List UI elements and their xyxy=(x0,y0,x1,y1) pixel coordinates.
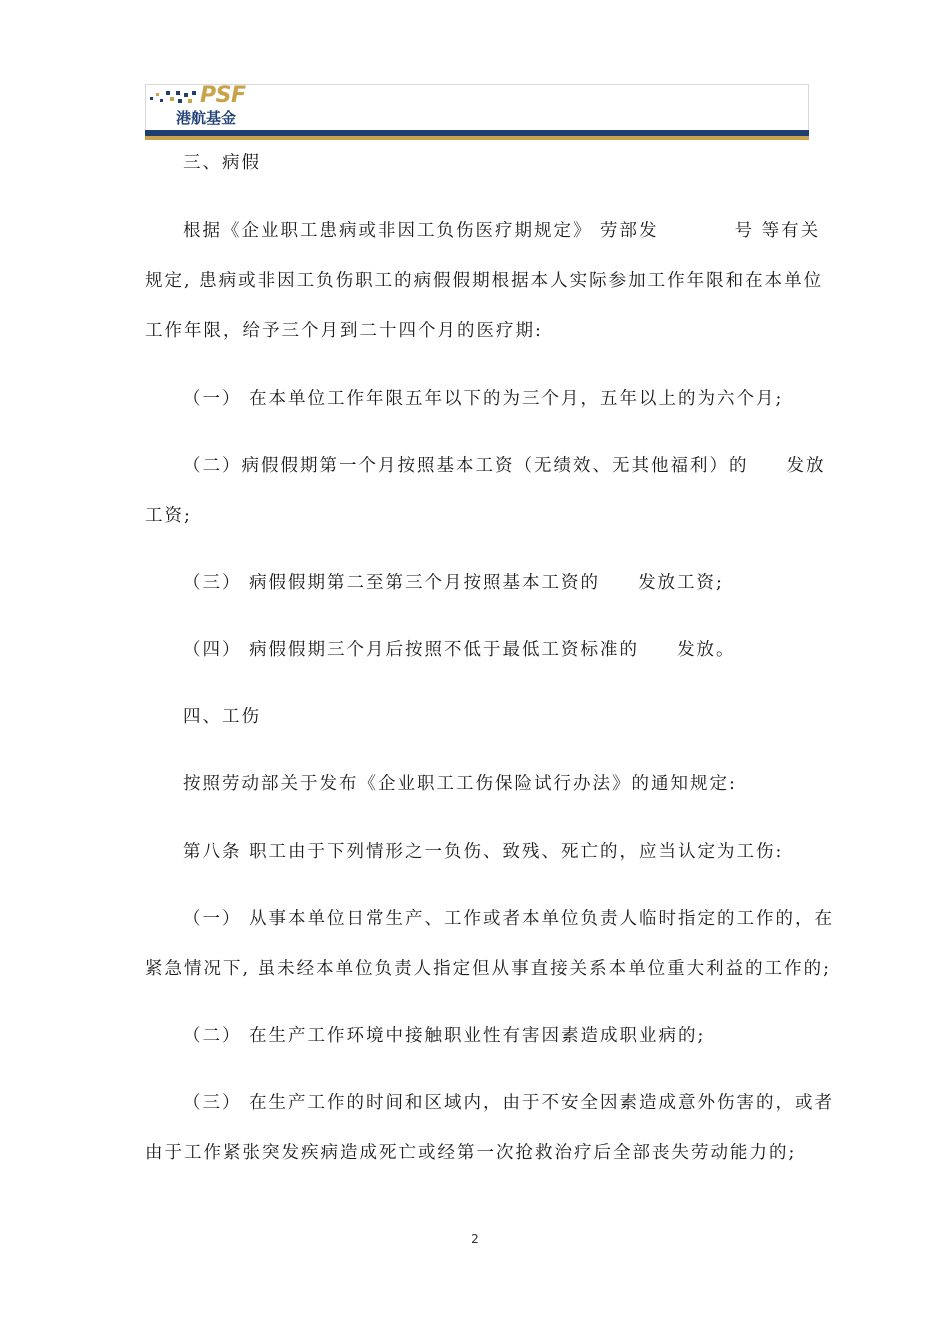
section-heading-sick-leave: 三、病假 xyxy=(183,153,261,173)
paragraph: 第八条 职工由于下列情形之一负伤、致残、死亡的，应当认定为工伤: xyxy=(183,842,784,862)
list-item-text: （二）病假假期第一个月按照基本工资（无绩效、无其他福利）的 xyxy=(183,456,749,476)
list-item: （二） 在生产工作环境中接触职业性有害因素造成职业病的; xyxy=(183,1026,706,1046)
list-item xyxy=(183,558,817,608)
list-item xyxy=(183,625,817,675)
list-item-text: 发放 xyxy=(786,456,826,476)
list-item xyxy=(183,441,826,491)
list-item: （一） 在本单位工作年限五年以下的为三个月，五年以上的为六个月; xyxy=(183,389,784,409)
page-number: 2 xyxy=(471,1232,479,1246)
paragraph: 按照劳动部关于发布《企业职工工伤保险试行办法》的通知规定: xyxy=(183,774,737,794)
list-item-text: （三） 病假假期第二至第三个月按照基本工资的 xyxy=(183,573,601,593)
list-item-text: （四） 病假假期三个月后按照不低于最低工资标准的 xyxy=(183,640,640,660)
list-item: （三） 在生产工作的时间和区域内，由于不安全因素造成意外伤害的，或者 xyxy=(183,1093,835,1113)
list-item-text: 发放。 xyxy=(677,640,736,660)
list-item: （一） 从事本单位日常生产、工作或者本单位负责人临时指定的工作的，在 xyxy=(183,909,835,929)
paragraph-line: 工资; xyxy=(145,506,192,526)
paragraph xyxy=(183,206,821,256)
paragraph-line: 紧急情况下, 虽未经本单位负责人指定但从事直接关系本单位重大利益的工作的; xyxy=(145,959,832,979)
paragraph-line: 规定, 患病或非因工负伤职工的病假假期根据本人实际参加工作年限和在本单位 xyxy=(145,271,824,291)
paragraph-text: 号 等有关 xyxy=(734,221,821,241)
paragraph-line: 工作年限，给予三个月到二十四个月的医疗期: xyxy=(145,321,543,341)
section-heading-work-injury: 四、工伤 xyxy=(183,707,261,727)
logo-cn-text: 港航基金 xyxy=(176,109,237,127)
paragraph-text: 根据《企业职工患病或非因工负伤医疗期规定》 劳部发 xyxy=(183,221,659,241)
list-item-text: 发放工资; xyxy=(638,573,724,593)
logo-psf-text: PSF xyxy=(200,83,246,108)
psf-logo xyxy=(148,85,278,131)
paragraph-line: 由于工作紧张突发疾病造成死亡或经第一次抢救治疗后全部丧失劳动能力的; xyxy=(145,1143,797,1163)
